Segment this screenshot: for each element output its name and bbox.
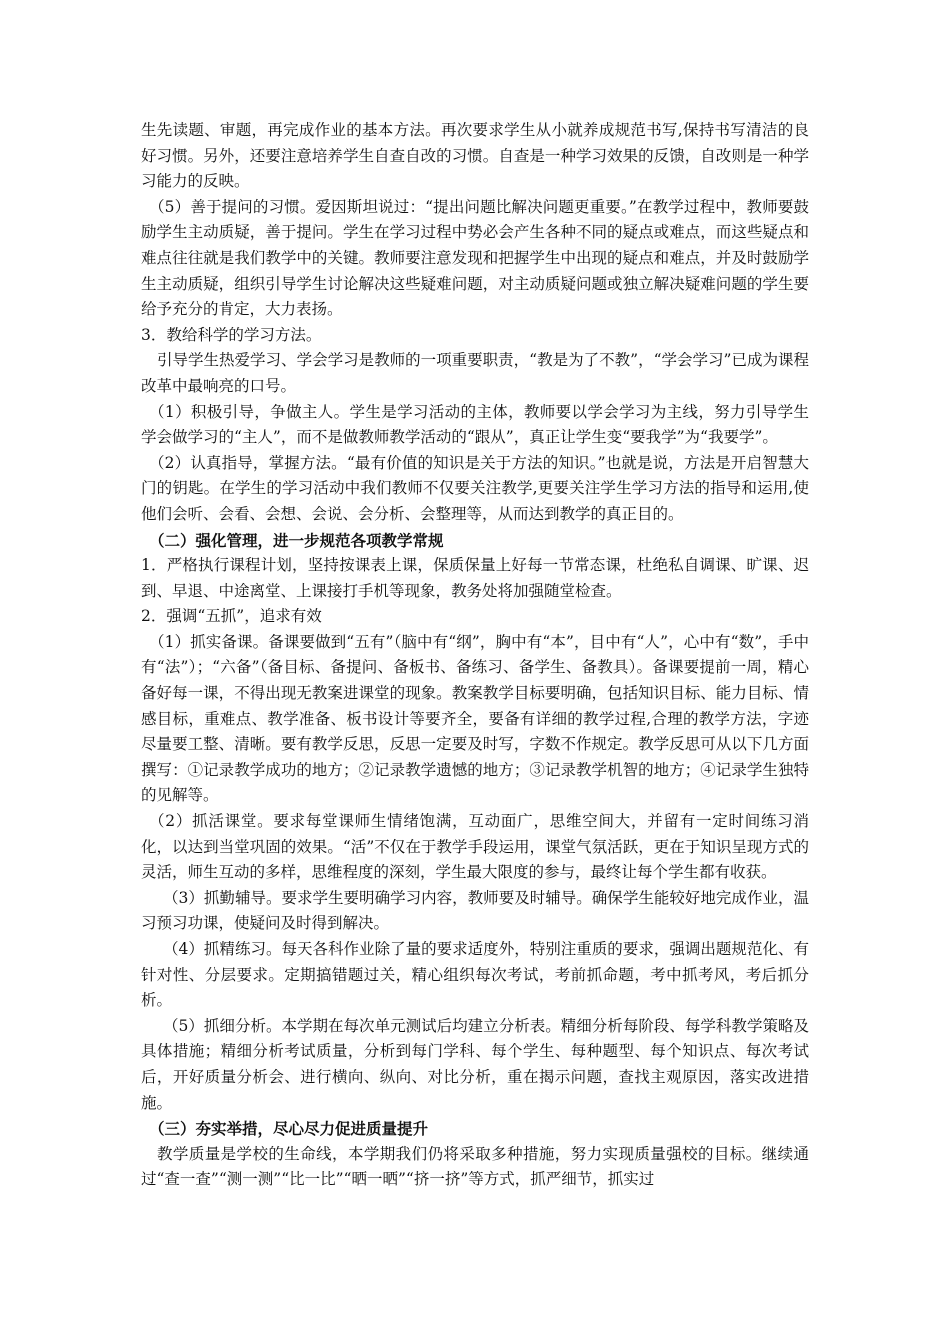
paragraph-analysis: （5）抓细分析。本学期在每次单元测试后均建立分析表。精细分析每阶段、每学科教学策略及具体措施；精细分析考试质量，分析到每门学科、每个学生、每种题型、每个知识点、每次考试后，开好质量分析会、进行横向、纵向、对比分析，重在揭示问题，查找主观原因，落实改进措施。 xyxy=(141,1016,809,1112)
paragraph-practice: （4）抓精练习。每天各科作业除了量的要求适度外，特别注重质的要求，强调出题规范化、有针对性、分层要求。定期搞错题过关，精心组织每次考试，考前抓命题，考中抓考风，考后抓分析。 xyxy=(141,940,809,1010)
paragraph-active-guidance: （1）积极引导，争做主人。学生是学习活动的主体，教师要以学会学习为主线，努力引导学生学会做学习的“主人”，而不是做教师教学活动的“跟从”，真正让学生变“要我学”为“我要学”。 xyxy=(141,402,809,447)
paragraph-tutoring: （3）抓勤辅导。要求学生要明确学习内容，教师要及时辅导。确保学生能较好地完成作业，温习预习功课，使疑问及时得到解决。 xyxy=(141,888,809,933)
paragraph-learn-to-learn: 引导学生热爱学习、学会学习是教师的一项重要职责，“教是为了不教”，“学会学习”已成为课程改革中最响亮的口号。 xyxy=(141,351,809,395)
paragraph-lesson-prep: （1）抓实备课。备课要做到“五有”（脑中有“纲”，胸中有“本”，目中有“人”，心中有“数”，手中有“法”）；“六备”（备目标、备提问、备板书、备练习、备学生、备教具）。备课要提前一周，精心备好每一课，不得出现无教案进课堂的现象。教案教学目标要明确，包括知识目标、能力目标、情感目标，重难点、教学准备、板书设计等要齐全，要备有详细的教学过程,合理的教学方法，字迹尽量要工整、清晰。要有教学反思，反思一定要及时写，字数不作规定。教学反思可从以下几方面撰写：①记录教学成功的地方；②记录教学遗憾的地方；③记录教学机智的地方；④记录学生独特的见解等。 xyxy=(141,632,809,805)
paragraph-homework-habit: 生先读题、审题，再完成作业的基本方法。再次要求学生从小就养成规范书写,保持书写清洁的良好习惯。另外，还要注意培养学生自查自改的习惯。自查是一种学习效果的反馈，自改则是一种学习能力的反映。 xyxy=(141,121,809,191)
paragraph-method-guidance: （2）认真指导，掌握方法。“最有价值的知识是关于方法的知识。”也就是说，方法是开启智慧大门的钥匙。在学生的学习活动中我们教师不仅要关注教学,更要关注学生学习方法的指导和运用,使他们会听、会看、会想、会说、会分析、会整理等，从而达到教学的真正目的。 xyxy=(141,453,809,523)
document-page xyxy=(141,118,809,1193)
section-heading-quality: （三）夯实举措，尽心尽力促进质量提升 xyxy=(149,1119,429,1139)
paragraph-course-plan: 1．严格执行课程计划，坚持按课表上课，保质保量上好每一节常态课，杜绝私自调课、旷课、迟到、早退、中途离堂、上课接打手机等现象，教务处将加强随堂检查。 xyxy=(141,556,809,600)
paragraph-teaching-quality: 教学质量是学校的生命线，本学期我们仍将采取多种措施，努力实现质量强校的目标。继续通过“查一查”“测一测”“比一比”“晒一晒”“挤一挤”等方式，抓严细节，抓实过 xyxy=(141,1144,809,1189)
section-heading-management: （二）强化管理，进一步规范各项教学常规 xyxy=(149,530,444,550)
heading-study-methods: 3．教给科学的学习方法。 xyxy=(141,325,322,344)
heading-five-grasps: 2．强调“五抓”，追求有效 xyxy=(141,607,322,626)
paragraph-questioning-habit: （5）善于提问的习惯。爱因斯坦说过：“提出问题比解决问题更重要。”在教学过程中，教师要鼓励学生主动质疑，善于提问。学生在学习过程中势必会产生各种不同的疑点或难点，而这些疑点和难点往往就是我们教学中的关键。教师要注意发现和把握学生中出现的疑点和难点，并及时鼓励学生主动质疑，组织引导学生讨论解决这些疑难问题，对主动质疑问题或独立解决疑难问题的学生要给予充分的肯定，大力表扬。 xyxy=(141,197,809,319)
paragraph-classroom: （2）抓活课堂。要求每堂课师生情绪饱满，互动面广，思维空间大，并留有一定时间练习消化，以达到当堂巩固的效果。“活”不仅在于教学手段运用，课堂气氛活跃，更在于知识呈现方式的灵活，师生互动的多样，思维程度的深刻，学生最大限度的参与，最终让每个学生都有收获。 xyxy=(141,812,809,882)
